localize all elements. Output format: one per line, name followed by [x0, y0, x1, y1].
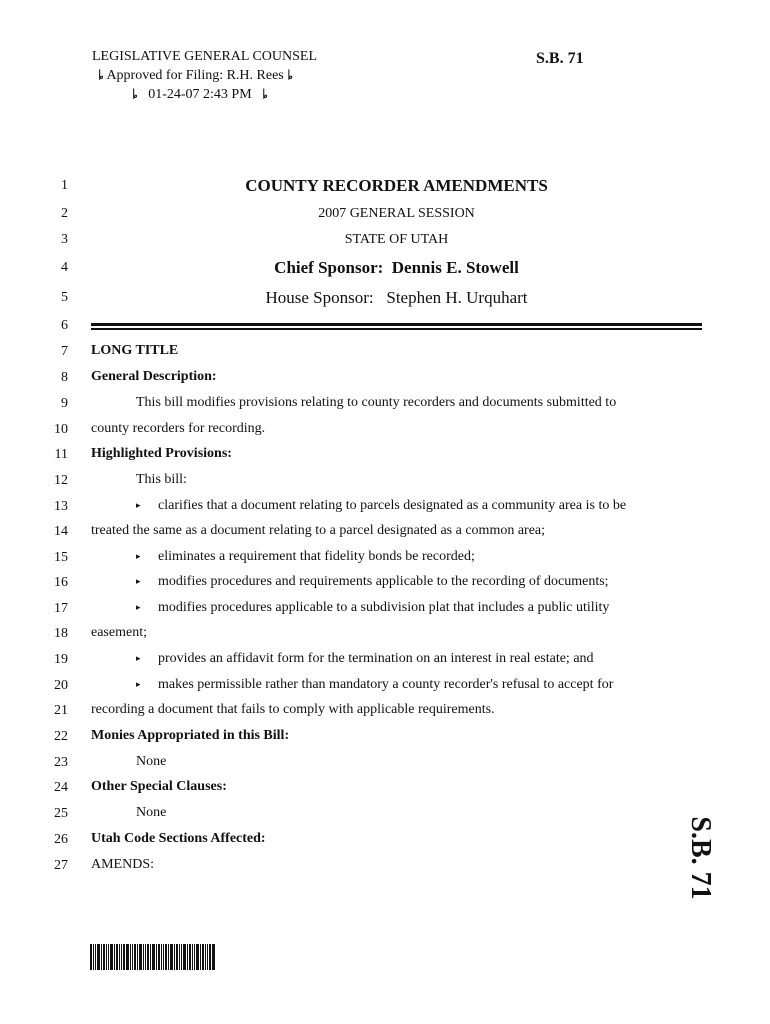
line-number: 20 [54, 678, 68, 693]
line-number: 17 [54, 601, 68, 616]
line-number: 8 [61, 370, 68, 385]
provision-bullet [91, 549, 475, 565]
code-sections-heading: Utah Code Sections Affected: [91, 831, 266, 846]
highlighted-provisions-heading: Highlighted Provisions: [91, 446, 232, 461]
house-sponsor-name: Stephen H. Urquhart [386, 288, 528, 307]
monies-value: None [136, 754, 167, 769]
chief-sponsor-label: Chief Sponsor: [274, 258, 384, 277]
bullet-marker: ▸ [136, 551, 141, 562]
provision-text: recording a document that fails to comply with applicable requirements. [91, 702, 495, 717]
line-number: 10 [54, 422, 68, 437]
provision-text: eliminates a requirement that fidelity bonds be recorded; [158, 549, 475, 564]
divider-rule [91, 323, 702, 326]
line-number: 4 [61, 260, 68, 275]
marker-glyph: ȴ [262, 87, 268, 101]
bill-title: COUNTY RECORDER AMENDMENTS [245, 176, 548, 195]
provision-text: provides an affidavit form for the termination on an interest in real estate; and [158, 651, 594, 666]
line-number: 25 [54, 806, 68, 821]
timestamp-line [132, 85, 268, 104]
marker-glyph: ȴ [98, 68, 104, 82]
state: STATE OF UTAH [344, 232, 449, 247]
line-number: 27 [54, 858, 68, 873]
provision-bullet [91, 498, 626, 514]
provision-text: clarifies that a document relating to parcels designated as a community area is to be [158, 498, 627, 513]
bullet-marker: ▸ [136, 500, 141, 511]
house-sponsor-label: House Sponsor: [265, 288, 374, 307]
line-number: 16 [54, 575, 68, 590]
provision-text: treated the same as a document relating to a parcel designated as a common area; [91, 523, 546, 538]
provision-text: makes permissible rather than mandatory a county recorder's refusal to accept for [158, 677, 614, 692]
this-bill-text: This bill: [136, 472, 187, 487]
provision-bullet [91, 574, 609, 590]
bullet-marker: ▸ [136, 653, 141, 664]
session: 2007 GENERAL SESSION [318, 206, 475, 221]
provision-text: easement; [91, 625, 147, 640]
marker-glyph: ȴ [287, 68, 293, 82]
side-bill-label: S.B. 71 [685, 816, 716, 900]
general-description-text: This bill modifies provisions relating to county recorders and documents submitted to [136, 395, 617, 410]
divider-rule [91, 328, 702, 330]
provision-bullet [91, 677, 613, 693]
line-number: 19 [54, 652, 68, 667]
line-number: 7 [61, 344, 68, 359]
chief-sponsor-name: Dennis E. Stowell [391, 258, 519, 277]
line-number: 14 [54, 524, 68, 539]
line-number: 5 [61, 290, 68, 305]
line-number: 23 [54, 755, 68, 770]
approval-line [98, 66, 293, 85]
approval-text: Approved for Filing: R.H. Rees [106, 68, 284, 83]
line-number: 2 [61, 206, 68, 221]
bullet-marker: ▸ [136, 576, 141, 587]
chief-sponsor [91, 258, 702, 278]
timestamp-text: 01-24-07 2:43 PM [148, 87, 252, 102]
general-description-heading: General Description: [91, 369, 217, 384]
line-number: 1 [61, 178, 68, 193]
bill-number: S.B. 71 [536, 50, 584, 67]
special-clauses-heading: Other Special Clauses: [91, 779, 227, 794]
long-title-heading: LONG TITLE [91, 343, 179, 358]
line-number: 26 [54, 832, 68, 847]
provision-bullet [91, 651, 594, 667]
line-number: 11 [54, 447, 68, 462]
line-number: 9 [61, 396, 68, 411]
line-number: 24 [54, 780, 68, 795]
line-number: 12 [54, 473, 68, 488]
general-description-text: county recorders for recording. [91, 421, 266, 436]
line-number: 3 [61, 232, 68, 247]
office-name: LEGISLATIVE GENERAL COUNSEL [92, 49, 318, 64]
line-number: 6 [61, 318, 68, 333]
line-number: 15 [54, 550, 68, 565]
barcode [90, 944, 232, 970]
marker-glyph: ȴ [132, 87, 138, 101]
bullet-marker: ▸ [136, 602, 141, 613]
provision-text: modifies procedures and requirements applicable to the recording of documents; [158, 574, 609, 589]
house-sponsor [91, 288, 702, 308]
line-number: 18 [54, 626, 68, 641]
line-number: 13 [54, 499, 68, 514]
line-number: 22 [54, 729, 68, 744]
amends-label: AMENDS: [91, 857, 155, 872]
bullet-marker: ▸ [136, 679, 141, 690]
monies-heading: Monies Appropriated in this Bill: [91, 728, 290, 743]
line-number: 21 [54, 703, 68, 718]
provision-text: modifies procedures applicable to a subdivision plat that includes a public utility [158, 600, 610, 615]
provision-bullet [91, 600, 609, 616]
special-clauses-value: None [136, 805, 167, 820]
